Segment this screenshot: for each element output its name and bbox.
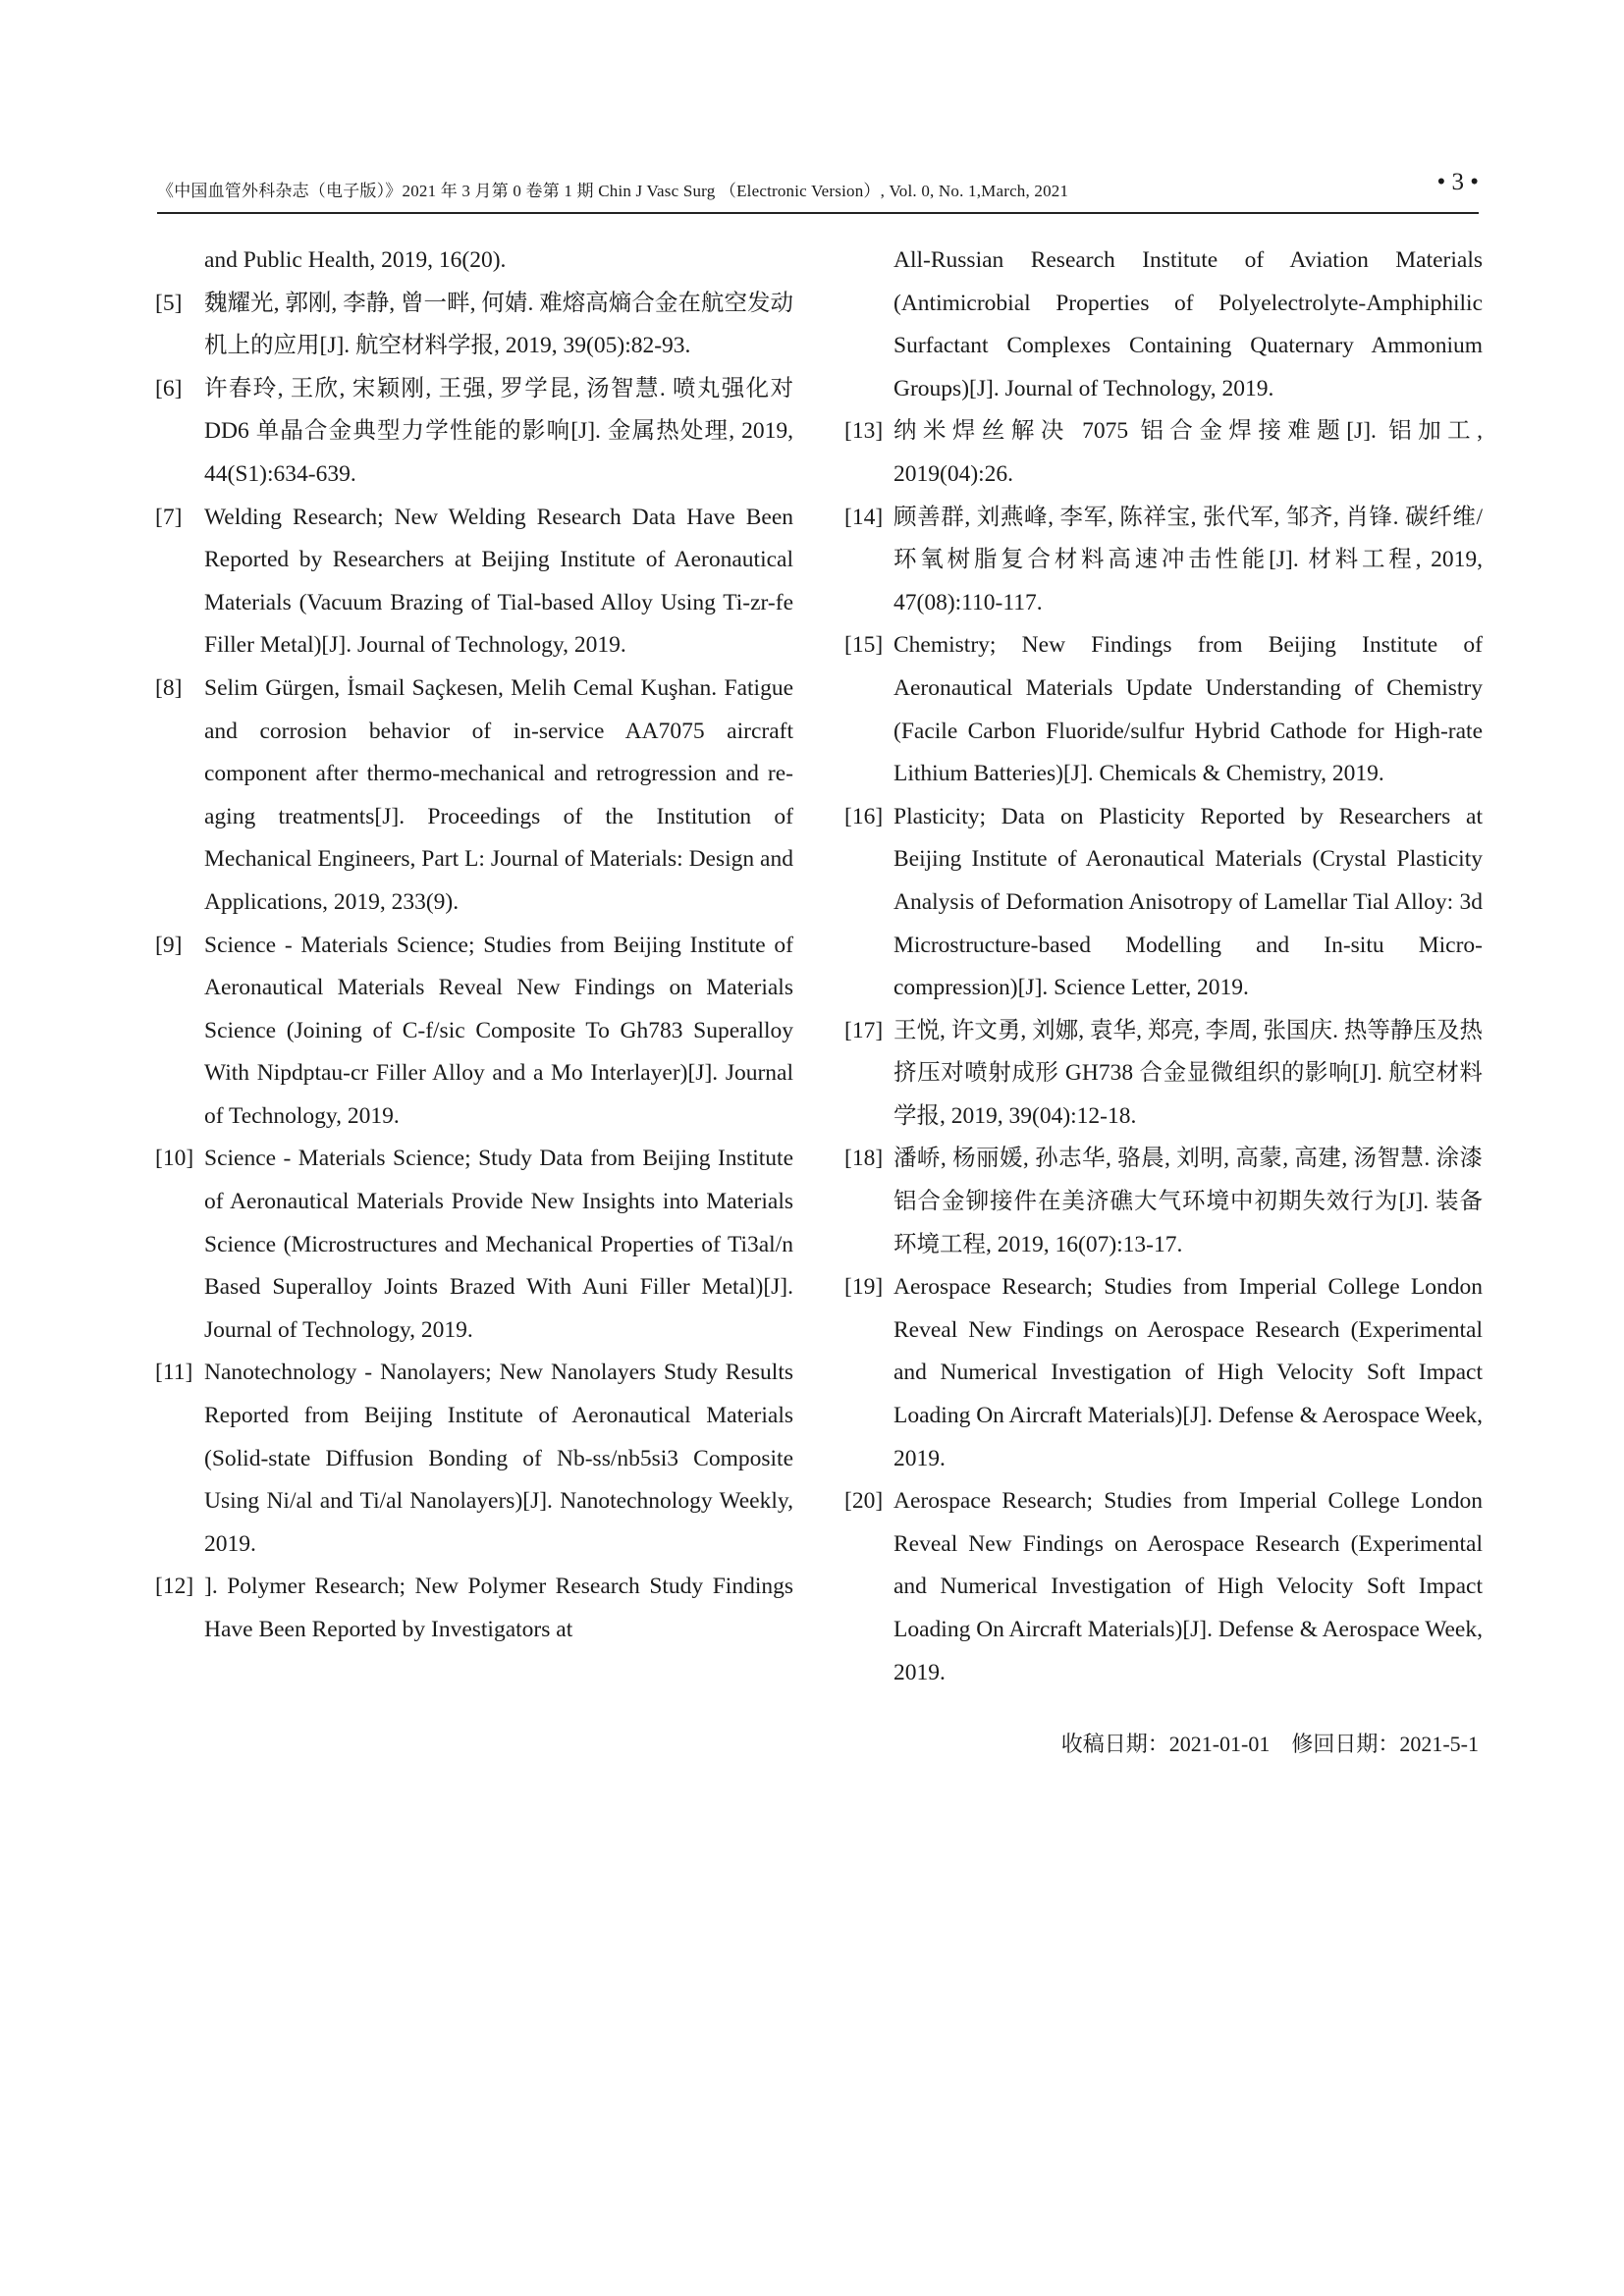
received-date: 收稿日期：2021-01-01 bbox=[1060, 1732, 1271, 1756]
reference-number: [10] bbox=[155, 1146, 194, 1172]
manuscript-dates bbox=[1040, 1728, 1479, 1758]
reference-number: [11] bbox=[155, 1360, 193, 1386]
reference-text: Aerospace Research; Studies from Imperial College London Reveal New Findings on Aerospace Research (Experimental and Numerical Investigation of High Velocity Soft Impact Loading On Aircraft Materials)[J]. Defense & Aerospace Week, 2019. bbox=[893, 1488, 1483, 1685]
reference-number: [19] bbox=[844, 1274, 884, 1301]
reference-continuation: All-Russian Research Institute of Aviation Materials (Antimicrobial Properties of Polyelectrolyte-Amphiphilic Surfactant Complexes Containing Quaternary Ammonium Groups)[J]. Journal of Technology, 2019. bbox=[893, 247, 1483, 401]
reference-text: ]. Polymer Research; New Polymer Research Study Findings Have Been Reported by Investigators at bbox=[204, 1574, 793, 1642]
reference-item bbox=[155, 1352, 793, 1566]
reference-item bbox=[155, 667, 793, 925]
reference-item bbox=[844, 796, 1483, 1010]
reference-item bbox=[844, 1480, 1483, 1694]
reference-item bbox=[155, 1566, 793, 1651]
reference-item bbox=[155, 1138, 793, 1352]
reference-number: [15] bbox=[844, 632, 884, 659]
reference-number: [14] bbox=[844, 504, 884, 530]
reference-text: Welding Research; New Welding Research Data Have Been Reported by Researchers at Beijing Institute of Aeronautical Materials (Vacuum Brazing of Tial-based Alloy Using Ti-zr-fe Filler Metal)[J]. Journal of Technology, 2019. bbox=[204, 504, 793, 659]
reference-continuation: and Public Health, 2019, 16(20). bbox=[204, 247, 507, 273]
right-column bbox=[844, 240, 1483, 1694]
reference-number: [9] bbox=[155, 932, 183, 958]
reference-text: 许春玲, 王欣, 宋颖刚, 王强, 罗学昆, 汤智慧. 喷丸强化对 DD6 单晶合金典型力学性能的影响[J]. 金属热处理, 2019, 44(S1):634-639. bbox=[204, 375, 793, 487]
reference-text: Plasticity; Data on Plasticity Reported by Researchers at Beijing Institute of Aeronautical Materials (Crystal Plasticity Analysis of Deformation Anisotropy of Lamellar Tial Alloy: 3d Microstructure-based Modelling and In-situ Micro-compression)[J]. Science Letter, 2019. bbox=[893, 803, 1483, 1001]
reference-number: [12] bbox=[155, 1574, 194, 1600]
reference-item bbox=[844, 1010, 1483, 1139]
reference-item bbox=[844, 497, 1483, 625]
reference-text: Nanotechnology - Nanolayers; New Nanolayers Study Results Reported from Beijing Institute of Aeronautical Materials (Solid-state Diffusion Bonding of Nb-ss/nb5si3 Composite Using Ni/al and Ti/al Nanolayers)[J]. Nanotechnology Weekly, 2019. bbox=[204, 1360, 793, 1557]
reference-item bbox=[155, 368, 793, 497]
page-number: • 3 • bbox=[1436, 169, 1479, 195]
reference-number: [8] bbox=[155, 674, 183, 701]
left-column bbox=[155, 240, 793, 1652]
reference-text: Science - Materials Science; Studies from Beijing Institute of Aeronautical Materials Reveal New Findings on Materials Science (Joining of C-f/sic Composite To Gh783 Superalloy With Nipdptau-cr Filler Alloy and a Mo Interlayer)[J]. Journal of Technology, 2019. bbox=[204, 932, 793, 1129]
revised-date: 修回日期：2021-5-1 bbox=[1291, 1732, 1479, 1756]
reference-number: [18] bbox=[844, 1146, 884, 1172]
journal-citation: 《中国血管外科杂志（电子版）》2021 年 3 月第 0 卷第 1 期 Chin J Vasc Surg （Electronic Version）, Vol. 0, No. 1,March, 2021 bbox=[157, 182, 1069, 200]
reference-number: [13] bbox=[844, 418, 884, 445]
reference-text: Aerospace Research; Studies from Imperial College London Reveal New Findings on Aerospace Research (Experimental and Numerical Investigation of High Velocity Soft Impact Loading On Aircraft Materials)[J]. Defense & Aerospace Week, 2019. bbox=[893, 1274, 1483, 1471]
reference-text: 潘峤, 杨丽媛, 孙志华, 骆晨, 刘明, 高蒙, 高建, 汤智慧. 涂漆铝合金铆接件在美济礁大气环境中初期失效行为[J]. 装备环境工程, 2019, 16(07):13-17. bbox=[893, 1146, 1483, 1257]
reference-item bbox=[155, 497, 793, 667]
reference-text: Science - Materials Science; Study Data from Beijing Institute of Aeronautical Materials Provide New Insights into Materials Science (Microstructures and Mechanical Properties of Ti3al/n Based Superalloy Joints Brazed With Auni Filler Metal)[J]. Journal of Technology, 2019. bbox=[204, 1146, 793, 1343]
reference-text: 纳米焊丝解决 7075 铝合金焊接难题[J]. 铝加工, 2019(04):26. bbox=[893, 418, 1483, 487]
reference-item bbox=[844, 624, 1483, 795]
reference-item bbox=[844, 1138, 1483, 1266]
reference-text: 王悦, 许文勇, 刘娜, 袁华, 郑亮, 李周, 张国庆. 热等静压及热挤压对喷射成形 GH738 合金显微组织的影响[J]. 航空材料学报, 2019, 39(04):12-18. bbox=[893, 1017, 1483, 1129]
reference-item bbox=[155, 283, 793, 368]
running-header bbox=[157, 169, 1479, 214]
reference-number: [7] bbox=[155, 504, 183, 530]
reference-number: [16] bbox=[844, 803, 884, 829]
reference-number: [6] bbox=[155, 375, 183, 401]
reference-number: [17] bbox=[844, 1017, 884, 1043]
reference-text: 顾善群, 刘燕峰, 李军, 陈祥宝, 张代军, 邹齐, 肖锋. 碳纤维/环氧树脂复合材料高速冲击性能[J]. 材料工程, 2019, 47(08):110-117. bbox=[893, 504, 1483, 615]
reference-text: 魏耀光, 郭刚, 李静, 曾一畔, 何婧. 难熔高熵合金在航空发动机上的应用[J]. 航空材料学报, 2019, 39(05):82-93. bbox=[204, 290, 793, 359]
reference-text: Chemistry; New Findings from Beijing Institute of Aeronautical Materials Update Understanding of Chemistry (Facile Carbon Fluoride/sulfur Hybrid Cathode for High-rate Lithium Batteries)[J]. Chemicals & Chemistry, 2019. bbox=[893, 632, 1483, 787]
reference-number: [20] bbox=[844, 1488, 884, 1515]
reference-item bbox=[155, 925, 793, 1139]
reference-number: [5] bbox=[155, 290, 183, 316]
reference-text: Selim Gürgen, İsmail Saçkesen, Melih Cemal Kuşhan. Fatigue and corrosion behavior of in-service AA7075 aircraft component after thermo-mechanical and retrogression and re-aging treatments[J]. Proceedings of the Institution of Mechanical Engineers, Part L: Journal of Materials: Design and Applications, 2019, 233(9). bbox=[204, 674, 793, 915]
reference-item bbox=[844, 1266, 1483, 1480]
reference-item bbox=[844, 410, 1483, 496]
